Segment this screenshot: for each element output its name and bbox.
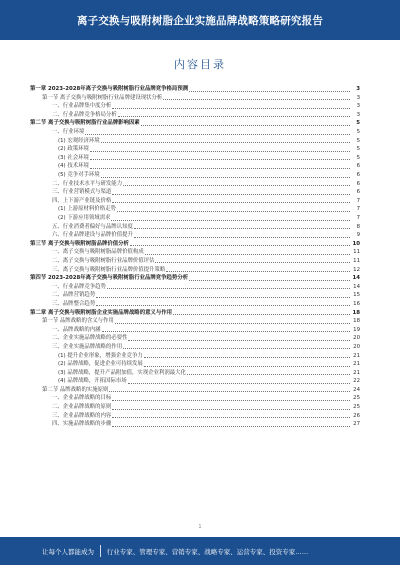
footer-divider: [100, 545, 101, 557]
toc-entry[interactable]: [30, 317, 360, 326]
toc-entry-label: (1) 提升企业形象，增强企业竞争力: [58, 352, 143, 359]
toc-leader-dots: [166, 270, 350, 272]
toc-entry[interactable]: [30, 403, 360, 412]
toc-entry-label: 一、企业品牌战略的目标: [52, 395, 112, 402]
toc-entry-label: 第一节 离子交换与吸附树脂行业品牌建设现状分析: [42, 94, 163, 101]
toc-entry-page: 3: [356, 111, 360, 118]
toc-entry[interactable]: [30, 85, 360, 94]
toc-entry[interactable]: [30, 171, 360, 180]
toc-entry[interactable]: [30, 248, 360, 257]
toc-leader-dots: [112, 399, 350, 401]
toc-entry-page: 27: [353, 421, 360, 428]
toc-leader-dots: [134, 227, 350, 229]
toc-leader-dots: [107, 287, 350, 289]
toc-entry[interactable]: [30, 334, 360, 343]
toc-entry[interactable]: [30, 223, 360, 232]
toc-entry-page: 15: [353, 292, 360, 299]
toc-entry-page: 5: [356, 137, 360, 144]
toc-entry[interactable]: [30, 412, 360, 421]
toc-entry-label: (2) 品牌战略，促进企业可持续发展: [58, 361, 143, 368]
toc-leader-dots: [128, 382, 350, 384]
toc-leader-dots: [112, 425, 350, 427]
toc-entry-label: 二、行业技术水平与研发能力: [52, 180, 123, 187]
toc-leader-dots: [144, 365, 350, 367]
toc-entry-page: 6: [356, 172, 360, 179]
toc-leader-dots: [90, 167, 350, 169]
toc-entry-page: 5: [356, 154, 360, 161]
toc-entry-label: 四、上下游产业链及价格: [52, 197, 112, 204]
toc-leader-dots: [123, 184, 350, 186]
toc-entry-label: 五、行业消费者偏好与品牌认知度: [52, 223, 133, 230]
toc-entry[interactable]: [30, 197, 360, 206]
toc-entry-page: 6: [356, 189, 360, 196]
toc-entry-page: 18: [353, 318, 360, 325]
toc-entry[interactable]: [30, 154, 360, 163]
toc-entry[interactable]: [30, 94, 360, 103]
toc-leader-dots: [96, 296, 350, 298]
toc-leader-dots: [112, 193, 350, 195]
toc-leader-dots: [85, 133, 350, 135]
toc-entry[interactable]: [30, 257, 360, 266]
toc-entry-label: 二、企业品牌战略的原则: [52, 404, 112, 411]
toc-entry-label: 第一章 2023-2028年离子交换与吸附树脂行业品牌竞争格局预测: [30, 86, 189, 93]
toc-entry-page: 8: [356, 223, 360, 230]
toc-entry-page: 14: [352, 275, 360, 282]
toc-entry-label: 第一节 品牌战略的含义与作用: [42, 318, 114, 325]
toc-entry-page: 9: [356, 232, 360, 239]
toc-entry-page: 3: [356, 94, 360, 101]
toc-entry-page: 25: [353, 404, 360, 411]
toc-entry-label: (5) 竞争对手环境: [58, 172, 100, 179]
toc-entry[interactable]: [30, 119, 360, 128]
toc-leader-dots: [128, 339, 350, 341]
toc-leader-dots: [101, 141, 350, 143]
toc-entry-label: (3) 品牌战略，提升产品附加值，实现企业利润最大化: [58, 369, 186, 376]
toc-leader-dots: [123, 347, 350, 349]
footer-bar: [0, 537, 400, 565]
toc-entry-label: (3) 社会环境: [58, 154, 89, 161]
toc-entry-page: 6: [356, 163, 360, 170]
toc-entry-page: 19: [353, 326, 360, 333]
toc-entry[interactable]: [30, 145, 360, 154]
toc-entry-page: 24: [353, 386, 360, 393]
report-header: [0, 0, 400, 40]
toc-entry-label: 三、品牌整合趋势: [52, 300, 96, 307]
toc-entry-page: 11: [353, 257, 360, 264]
toc-entry-page: 5: [356, 129, 360, 136]
report-title: 离子交换与吸附树脂企业实施品牌战略策略研究报告: [76, 14, 324, 27]
toc-leader-dots: [130, 244, 350, 246]
toc-entry-label: 四、实施品牌战略的步骤: [52, 421, 112, 428]
toc-entry[interactable]: [30, 188, 360, 197]
toc-leader-dots: [118, 115, 350, 117]
toc-entry-page: 3: [356, 86, 360, 93]
toc-entry-label: (4) 品牌战略，开拓国际市场: [58, 378, 127, 385]
toc-entry[interactable]: [30, 360, 360, 369]
footer-slogan-right: 行业专家、管理专家、营销专家、战略专家、运营专家、投资专家……: [106, 547, 309, 556]
toc-leader-dots: [189, 90, 350, 92]
toc-leader-dots: [112, 201, 350, 203]
toc-entry-page: 7: [356, 206, 360, 213]
toc-entry-label: 一、行业品牌集中度分析: [52, 103, 112, 110]
toc-leader-dots: [134, 236, 350, 238]
page-number: 1: [198, 524, 202, 530]
toc-leader-dots: [96, 304, 350, 306]
toc-entry-label: 二、行业品牌竞争格局分析: [52, 111, 117, 118]
toc-leader-dots: [109, 390, 350, 392]
toc-entry-page: 11: [353, 249, 360, 256]
toc-entry-label: 第三节 离子交换与吸附树脂品牌价值分析: [30, 240, 129, 247]
toc-leader-dots: [90, 158, 350, 160]
toc-entry-label: 第二章 离子交换与吸附树脂企业实施品牌战略的意义与作用: [30, 309, 173, 316]
toc-entry-label: 第四节 2023-2028年离子交换与吸附树脂行业品牌竞争趋势分析: [30, 275, 189, 282]
toc-leader-dots: [101, 176, 350, 178]
toc-entry[interactable]: [30, 386, 360, 395]
toc-entry-page: 12: [353, 266, 360, 273]
toc-entry-label: 一、行业环境: [52, 129, 85, 136]
toc-entry-page: 21: [353, 369, 360, 376]
toc-leader-dots: [112, 408, 350, 410]
toc-entry[interactable]: [30, 231, 360, 240]
toc-entry-page: 6: [356, 180, 360, 187]
table-of-contents: [30, 85, 360, 429]
toc-leader-dots: [115, 322, 350, 324]
toc-entry-label: 一、离子交换与吸附树脂品牌价值构成: [52, 249, 144, 256]
toc-leader-dots: [112, 107, 350, 109]
toc-entry-label: 三、企业实施品牌战略的作用: [52, 343, 123, 350]
toc-entry[interactable]: [30, 265, 360, 274]
toc-leader-dots: [155, 261, 350, 263]
toc-entry[interactable]: [30, 111, 360, 120]
toc-entry-page: 16: [353, 300, 360, 307]
toc-entry-label: 六、行业品牌建设与品牌价值提升: [52, 232, 133, 239]
toc-entry-page: 3: [356, 103, 360, 110]
toc-leader-dots: [90, 150, 350, 152]
toc-leader-dots: [189, 279, 350, 281]
toc-entry[interactable]: [30, 240, 360, 249]
toc-entry[interactable]: [30, 326, 360, 335]
toc-entry-page: 5: [356, 120, 360, 127]
toc-entry-page: 14: [353, 283, 360, 290]
toc-entry-label: 第二节 品牌战略的实施原则: [42, 386, 109, 393]
toc-entry[interactable]: [30, 369, 360, 378]
toc-leader-dots: [112, 416, 350, 418]
toc-leader-dots: [111, 219, 350, 221]
toc-entry[interactable]: [30, 343, 360, 352]
toc-entry-label: 三、企业品牌战略的内容: [52, 412, 112, 419]
toc-entry[interactable]: [30, 162, 360, 171]
toc-leader-dots: [102, 330, 350, 332]
toc-leader-dots: [141, 124, 350, 126]
toc-leader-dots: [144, 356, 350, 358]
toc-entry[interactable]: [30, 283, 360, 292]
toc-entry[interactable]: [30, 377, 360, 386]
toc-leader-dots: [145, 253, 350, 255]
toc-leader-dots: [187, 373, 350, 375]
toc-entry[interactable]: [30, 128, 360, 137]
toc-entry-page: 26: [353, 412, 360, 419]
toc-entry-label: (1) 上游原材料价格走势: [58, 206, 116, 213]
toc-entry[interactable]: [30, 351, 360, 360]
toc-entry-page: 18: [352, 309, 360, 316]
toc-entry-page: 5: [356, 146, 360, 153]
toc-entry[interactable]: [30, 420, 360, 429]
toc-entry-page: 20: [353, 343, 360, 350]
toc-entry-label: 二、品牌营销趋势: [52, 292, 96, 299]
toc-entry[interactable]: [30, 205, 360, 214]
toc-entry[interactable]: [30, 102, 360, 111]
toc-leader-dots: [173, 313, 350, 315]
toc-entry[interactable]: [30, 308, 360, 317]
toc-leader-dots: [117, 210, 350, 212]
toc-entry-page: 21: [353, 352, 360, 359]
toc-entry[interactable]: [30, 394, 360, 403]
toc-entry-label: 第二节 离子交换与吸附树脂行业品牌影响因素: [30, 120, 140, 127]
toc-entry-page: 7: [356, 197, 360, 204]
toc-heading: 内容目录: [174, 58, 226, 71]
toc-entry[interactable]: [30, 274, 360, 283]
toc-entry-page: 10: [352, 240, 360, 247]
toc-entry-label: (4) 技术环境: [58, 163, 89, 170]
toc-entry[interactable]: [30, 214, 360, 223]
toc-leader-dots: [163, 98, 350, 100]
toc-entry-label: 二、企业实施品牌战略的必要性: [52, 335, 128, 342]
toc-entry-label: 三、离子交换与吸附树脂行业品牌价值提升策略: [52, 266, 166, 273]
toc-entry[interactable]: [30, 291, 360, 300]
toc-entry[interactable]: [30, 180, 360, 189]
footer-slogan-left: 让每个人都能成为: [42, 547, 94, 556]
toc-entry[interactable]: [30, 300, 360, 309]
toc-entry-page: 22: [353, 378, 360, 385]
toc-entry-page: 21: [353, 361, 360, 368]
toc-entry[interactable]: [30, 137, 360, 146]
toc-entry-label: 三、行业营销模式与渠道: [52, 189, 112, 196]
toc-entry-label: 二、离子交换与吸附树脂行业品牌价值评估: [52, 257, 155, 264]
toc-entry-label: (2) 下游应用领域需求: [58, 215, 111, 221]
toc-entry-page: 25: [353, 395, 360, 402]
toc-entry-label: 一、品牌战略的内涵: [52, 326, 101, 333]
toc-entry-label: (2) 政策环境: [58, 146, 89, 153]
toc-entry-page: 20: [353, 335, 360, 342]
toc-entry-label: (1) 宏观经济环境: [58, 137, 100, 144]
toc-entry-label: 一、行业品牌竞争趋势: [52, 283, 106, 290]
toc-entry-page: 7: [356, 215, 360, 221]
